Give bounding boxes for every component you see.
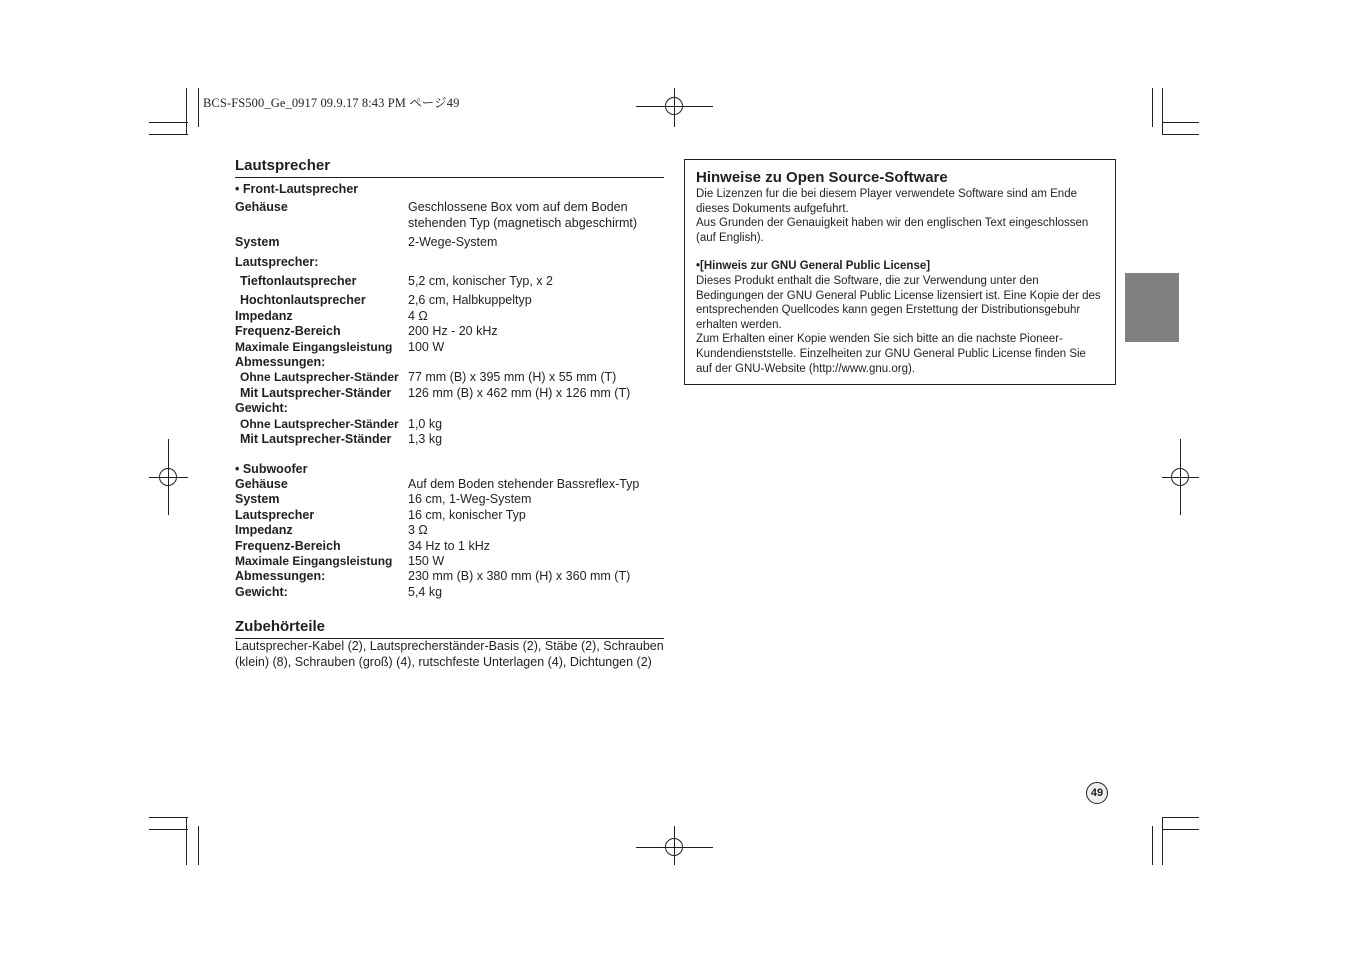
spec-key: Frequenz-Bereich — [235, 324, 341, 339]
spec-key: Impedanz — [235, 308, 293, 323]
spec-row — [235, 340, 664, 355]
page-number: 49 — [1086, 782, 1108, 804]
spec-key: Lautsprecher: — [235, 254, 319, 269]
spec-value: 4 Ω — [408, 308, 428, 323]
print-info-header: BCS-FS500_Ge_0917 09.9.17 8:43 PM ページ49 — [203, 96, 460, 110]
spec-value: 34 Hz to 1 kHz — [408, 538, 490, 553]
spec-key: Ohne Lautsprecher-Ständer — [240, 370, 399, 385]
subwoofer-spec-table — [235, 477, 664, 600]
spec-row — [235, 508, 664, 523]
license-paragraph-1: Die Lizenzen fur die bei diesem Player verwendete Software sind am Ende dieses Dokuments aufgefuhrt. — [696, 188, 1077, 215]
spec-key: Gehäuse — [235, 476, 288, 491]
spec-key: Impedanz — [235, 523, 293, 538]
spec-key: Mit Lautsprecher-Ständer — [240, 432, 392, 447]
spec-row — [235, 554, 664, 569]
spec-row — [235, 432, 664, 447]
spec-key: Gehäuse — [235, 200, 288, 215]
accessories-text: Lautsprecher-Kabel (2), Lautsprecherständer-Basis (2), Stäbe (2), Schrauben (klein) (8), Schrauben (groß) (4), rutschfeste Unterlagen (4), Dichtungen (2) — [235, 639, 664, 669]
spec-value: 1,0 kg — [408, 416, 443, 431]
open-source-title: Hinweise zu Open Source-Software — [696, 169, 948, 186]
spec-row — [235, 309, 664, 324]
spec-value: 200 Hz - 20 kHz — [408, 324, 498, 339]
spec-key: Maximale Eingangsleistung — [235, 339, 393, 354]
spec-key: Gewicht: — [235, 401, 288, 416]
front-spec-table — [235, 200, 664, 447]
spec-row — [235, 200, 664, 231]
spec-value: 2,6 cm, Halbkuppeltyp — [408, 293, 532, 308]
spec-row — [235, 401, 664, 416]
spec-value: 100 W — [408, 339, 445, 354]
spec-key: System — [235, 492, 280, 507]
spec-key: Maximale Eingangsleistung — [235, 553, 393, 568]
spec-row — [235, 417, 664, 432]
spec-row — [235, 293, 664, 308]
spec-row — [235, 585, 664, 600]
spec-row — [235, 355, 664, 370]
spec-value: 126 mm (B) x 462 mm (H) x 126 mm (T) — [408, 385, 631, 400]
spec-value: 150 W — [408, 553, 445, 568]
spec-value: Auf dem Boden stehender Bassreflex-Typ — [408, 476, 640, 491]
subwoofer-bullet: • Subwoofer — [235, 461, 308, 476]
spec-value: 2-Wege-System — [408, 235, 498, 250]
spec-key: Frequenz-Bereich — [235, 538, 341, 553]
spec-key: Mit Lautsprecher-Ständer — [240, 385, 392, 400]
spec-value: 16 cm, konischer Typ — [408, 507, 526, 522]
spec-value: 5,4 kg — [408, 584, 443, 599]
spec-key: Abmessungen: — [235, 569, 326, 584]
spec-value: 230 mm (B) x 380 mm (H) x 360 mm (T) — [408, 569, 631, 584]
spec-key: System — [235, 235, 280, 250]
spec-row — [235, 386, 664, 401]
open-source-notice-box — [684, 159, 1116, 385]
spec-row — [235, 274, 664, 289]
spec-row — [235, 324, 664, 339]
accessories-title: Zubehörteile — [235, 618, 664, 639]
spec-value: Geschlossene Box vom auf dem Boden stehenden Typ (magnetisch abgeschirmt) — [408, 200, 638, 230]
spec-key: Hochtonlautsprecher — [240, 293, 366, 308]
front-speaker-bullet: • Front-Lautsprecher — [235, 182, 359, 196]
spec-value: 77 mm (B) x 395 mm (H) x 55 mm (T) — [408, 370, 617, 385]
spec-row — [235, 539, 664, 554]
spec-row — [235, 370, 664, 385]
section-tab — [1125, 273, 1179, 342]
spec-value: 16 cm, 1-Weg-System — [408, 492, 532, 507]
spec-key: Gewicht: — [235, 584, 288, 599]
spec-row — [235, 523, 664, 538]
spec-row — [235, 255, 664, 270]
spec-row — [235, 477, 664, 492]
spec-row — [235, 569, 664, 584]
spec-value: 1,3 kg — [408, 432, 443, 447]
spec-value: 5,2 cm, konischer Typ, x 2 — [408, 274, 553, 289]
spec-key: Abmessungen: — [235, 355, 326, 370]
gpl-paragraph-1: Dieses Produkt enthalt die Software, die zur Verwendung unter den Bedingungen der GNU General Public License lizensiert ist. Eine Kopie der des entsprechenden Quellcodes kann gegen Erstettung der Distributionsgebuhr erhalten werden. — [696, 274, 1101, 331]
spec-value: 3 Ω — [408, 523, 428, 538]
license-paragraph-2: Aus Grunden der Genauigkeit haben wir den englischen Text eingeschlossen (auf English). — [696, 217, 1089, 244]
speakers-title: Lautsprecher — [235, 157, 664, 178]
gpl-heading: •[Hinweis zur GNU General Public License] — [696, 260, 931, 273]
spec-key: Lautsprecher — [235, 507, 315, 522]
gpl-paragraph-2: Zum Erhalten einer Kopie wenden Sie sich bitte an die nachste Pioneer-Kundendienststelle. Einzelheiten zur GNU General Public License finden Sie auf der GNU-Website (http://www.gnu.org). — [696, 333, 1086, 375]
spec-row — [235, 235, 664, 250]
spec-row — [235, 492, 664, 507]
spec-key: Ohne Lautsprecher-Ständer — [240, 416, 399, 431]
left-column — [235, 157, 664, 670]
spec-key: Tieftonlautsprecher — [240, 274, 357, 289]
